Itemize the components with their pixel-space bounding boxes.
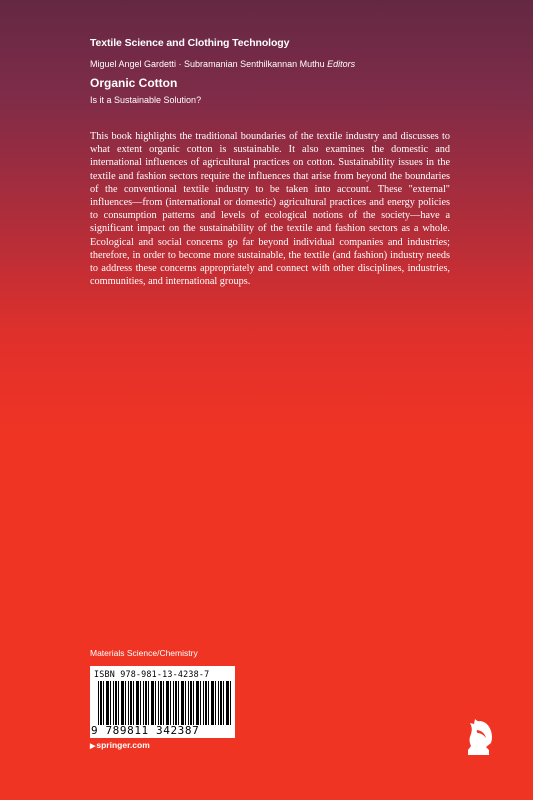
subject-category: Materials Science/Chemistry [90,648,198,658]
isbn-barcode [90,666,235,738]
series-title: Textile Science and Clothing Technology [90,37,290,49]
publisher-website [90,740,150,750]
barcode-bars [98,681,231,725]
editors-role: Editors [327,59,356,69]
book-title: Organic Cotton [90,76,178,90]
springer-logo-icon [462,714,496,761]
editor-names: Miguel Angel Gardetti · Subramanian Senthilkannan Muthu [90,59,325,69]
isbn-label: ISBN 978-981-13-4238-7 [94,669,210,679]
book-subtitle: Is it a Sustainable Solution? [90,95,202,105]
website-text: springer.com [96,740,150,750]
editors-line [90,59,355,69]
book-description: This book highlights the traditional boundaries of the textile industry and discusses to what extent organic cotton is sustainable. It also examines the domestic and international influences of agricultural practices on cotton. Sustainability issues in the textile and fashion sectors require the influences that arise from beyond the boundaries of the conventional textile industry to be taken into account. These "external" influences—from (international or domestic) agricultural practices and energy policies to consumption patterns and levels of ecological notions of the society—have a significant impact on the sustainability of the textile and fashion sectors as a whole. Ecological and social concerns go far beyond individual companies and industries; therefore, in order to become more sustainable, the textile (and fashion) industry needs to address these concerns appropriately and connect with other disciplines, industries, communities, and international groups. [90,131,450,288]
triangle-right-icon: ▶ [90,743,96,750]
barcode-number: 9 789811 342387 [91,724,200,737]
